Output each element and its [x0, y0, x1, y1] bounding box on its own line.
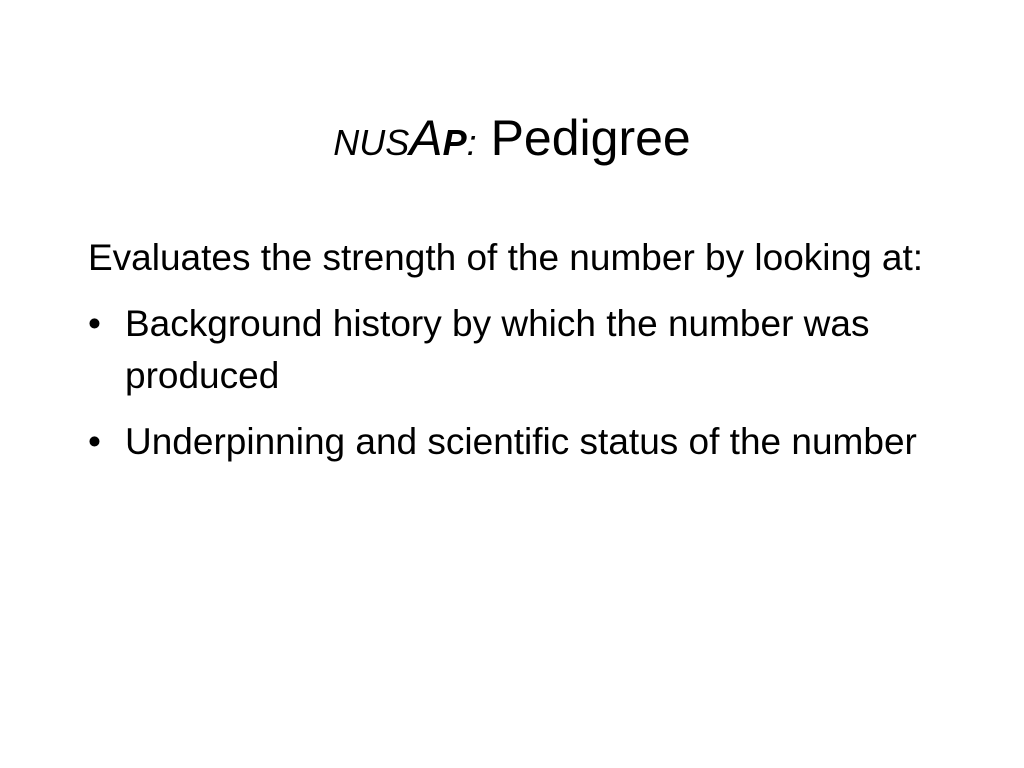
title-colon: :: [466, 122, 477, 163]
title-pedigree: Pedigree: [490, 110, 691, 166]
bullet-item: [88, 416, 968, 468]
title-a: A: [409, 110, 443, 166]
slide-body: [88, 232, 968, 482]
intro-text: Evaluates the strength of the number by looking at:: [88, 237, 924, 278]
bullet-text: Background history by which the number was produced: [125, 303, 870, 396]
bullet-dot-icon: •: [88, 421, 101, 462]
bullet-list: [88, 298, 968, 468]
title-nus: NUS: [333, 122, 410, 163]
bullet-dot-icon: •: [88, 303, 101, 344]
title-p: P: [442, 122, 467, 163]
bullet-item: [88, 298, 968, 402]
slide-title: [0, 98, 1024, 183]
bullet-text: Underpinning and scientific status of the number: [125, 421, 917, 462]
